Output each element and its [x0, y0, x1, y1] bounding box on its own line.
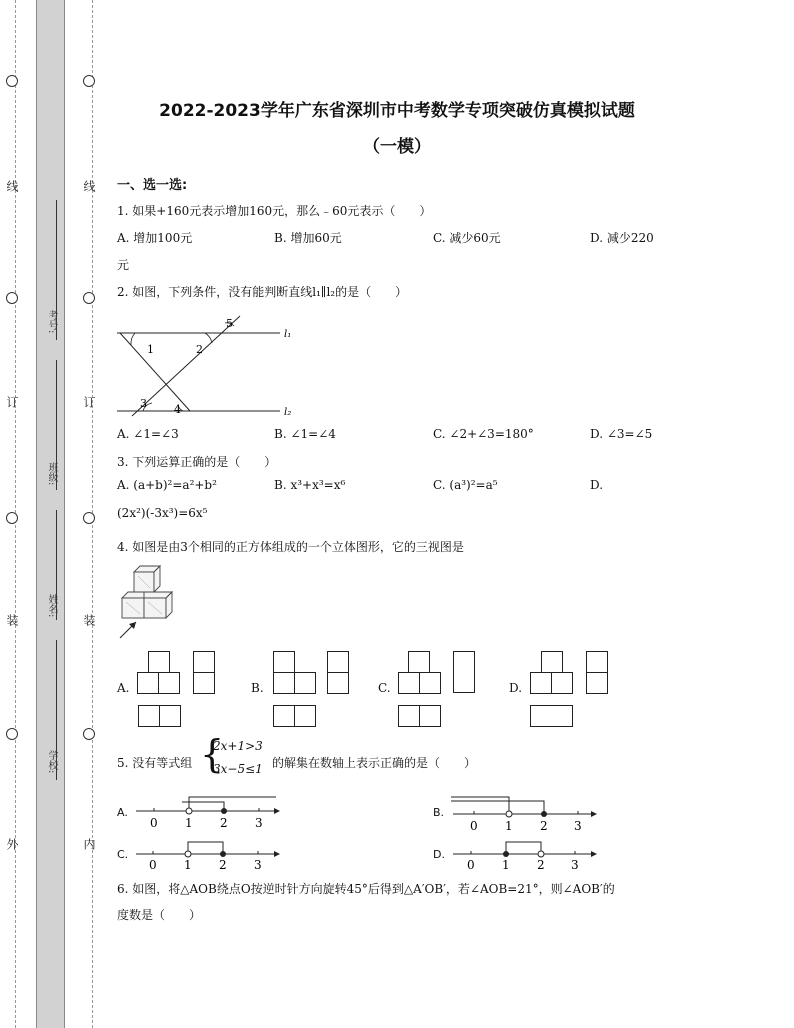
tick-label: 2: [540, 819, 548, 833]
view-square: [159, 705, 181, 727]
tick-label: 3: [255, 816, 263, 830]
field-class-line[interactable]: [56, 360, 57, 490]
field-class-label: 班级:: [46, 462, 57, 486]
q3-option-b[interactable]: B. x³+x³=x⁶: [274, 478, 346, 492]
question-6-line-1: 6. 如图，将△AOB绕点O按逆时针方向旋转45°后得到△A′OB′，若∠AOB=21°，则∠AOB′的: [117, 882, 615, 896]
view-square: [294, 672, 316, 694]
q3-option-d[interactable]: D.: [590, 478, 604, 492]
system-inequality-2: 3x−5≤1: [213, 762, 263, 776]
view-square: [586, 651, 608, 673]
question-3-stem: 3. 下列运算正确的是（ ）: [117, 455, 277, 469]
tick-label: 2: [537, 858, 545, 872]
system-brace: {: [200, 732, 225, 776]
view-square: [530, 672, 552, 694]
tick-label: 3: [574, 819, 582, 833]
line-label-l1: l₁: [284, 329, 292, 340]
angle-label: 5: [226, 317, 233, 330]
binding-label-inner: 内: [82, 838, 96, 850]
binding-label-outer: 订: [5, 396, 19, 408]
binding-label-outer: 外: [5, 838, 19, 850]
angle-label: 1: [147, 343, 154, 356]
field-school-label: 学校:: [46, 750, 57, 774]
q1-option-c[interactable]: C. 减少60元: [433, 231, 501, 245]
binding-hole-circle: [6, 292, 18, 304]
field-school-line[interactable]: [56, 640, 57, 780]
field-exam-number-label: 考号:: [46, 310, 57, 334]
field-exam-number-line[interactable]: [56, 200, 57, 340]
angle-label: 3: [140, 397, 147, 410]
q5-option-c[interactable]: C.: [117, 848, 129, 861]
question-4-stem: 4. 如图是由3个相同的正方体组成的一个立体图形，它的三视图是: [117, 540, 464, 554]
question-6-line-2: 度数是（ ）: [117, 908, 202, 922]
view-rectangle: [453, 651, 475, 693]
view-square: [138, 705, 160, 727]
q1-option-d[interactable]: D. 减少220: [590, 231, 654, 245]
q5-option-a[interactable]: A.: [117, 806, 128, 819]
view-square: [273, 651, 295, 673]
question-2-stem: 2. 如图，下列条件，没有能判断直线l₁∥l₂的是（ ）: [117, 285, 408, 299]
binding-hole-circle: [83, 75, 95, 87]
view-square: [586, 672, 608, 694]
tick-label: 3: [254, 858, 262, 872]
q2-option-d[interactable]: D. ∠3=∠5: [590, 427, 653, 441]
q2-option-a[interactable]: A. ∠1=∠3: [117, 427, 179, 441]
binding-hole-circle: [83, 728, 95, 740]
q3-option-a[interactable]: A. (a+b)²=a²+b²: [117, 478, 217, 492]
page-subtitle: （一模）: [363, 137, 431, 157]
tick-label: 0: [149, 858, 157, 872]
view-square: [419, 672, 441, 694]
system-inequality-1: 2x+1>3: [213, 739, 263, 753]
binding-hole-circle: [6, 728, 18, 740]
q4-option-d[interactable]: D.: [509, 681, 523, 695]
question-5-stem-pre: 5. 没有等式组: [117, 756, 193, 770]
binding-hole-circle: [83, 292, 95, 304]
view-square: [551, 672, 573, 694]
field-name-line[interactable]: [56, 510, 57, 620]
tick-label: 0: [470, 819, 478, 833]
tick-label: 2: [220, 816, 228, 830]
view-square: [193, 651, 215, 673]
q1-option-b[interactable]: B. 增加60元: [274, 231, 342, 245]
binding-hole-circle: [83, 512, 95, 524]
view-square: [273, 705, 295, 727]
q4-option-a[interactable]: A.: [117, 681, 130, 695]
q1-option-a[interactable]: A. 增加100元: [117, 231, 193, 245]
q5-number-line-c: [130, 836, 290, 874]
view-square: [327, 672, 349, 694]
tick-label: 1: [502, 858, 510, 872]
binding-label-outer: 线: [5, 180, 19, 192]
q4-option-c[interactable]: C.: [378, 681, 391, 695]
line-label-l2: l₂: [284, 407, 292, 418]
q2-option-c[interactable]: C. ∠2+∠3=180°: [433, 427, 534, 441]
q5-option-d[interactable]: D.: [433, 848, 445, 861]
q2-parallel-lines-figure: [112, 312, 302, 422]
binding-hole-circle: [6, 512, 18, 524]
tick-label: 3: [571, 858, 579, 872]
tick-label: 2: [219, 858, 227, 872]
view-square: [408, 651, 430, 673]
binding-label-inner: 订: [82, 396, 96, 408]
view-square: [541, 651, 563, 673]
view-square: [193, 672, 215, 694]
view-square: [419, 705, 441, 727]
view-square: [148, 651, 170, 673]
binding-label-outer: 装: [5, 614, 19, 626]
view-square: [158, 672, 180, 694]
view-square: [398, 705, 420, 727]
q5-number-line-b: [447, 788, 607, 836]
question-5-stem-post: 的解集在数轴上表示正确的是（ ）: [272, 756, 477, 770]
tick-label: 1: [185, 816, 193, 830]
q5-option-b[interactable]: B.: [433, 806, 445, 819]
view-square: [327, 651, 349, 673]
q5-number-line-d: [447, 836, 607, 874]
q3-option-d-wrap: (2x²)(-3x³)=6x⁵: [117, 506, 208, 520]
q2-option-b[interactable]: B. ∠1=∠4: [274, 427, 336, 441]
tick-label: 0: [150, 816, 158, 830]
tick-label: 1: [505, 819, 513, 833]
angle-label: 2: [196, 343, 203, 356]
q4-cube-solid-figure: [116, 562, 180, 642]
view-square: [137, 672, 159, 694]
view-square: [294, 705, 316, 727]
tick-label: 1: [184, 858, 192, 872]
q5-number-line-a: [130, 788, 290, 836]
binding-label-inner: 装: [82, 614, 96, 626]
view-rectangle: [530, 705, 573, 727]
view-square: [273, 672, 295, 694]
binding-label-inner: 线: [82, 180, 96, 192]
section-heading: 一、选一选:: [117, 178, 188, 193]
q4-option-b[interactable]: B.: [251, 681, 264, 695]
q1-option-d-wrap: 元: [117, 258, 130, 272]
q3-option-c[interactable]: C. (a³)²=a⁵: [433, 478, 498, 492]
field-name-label: 姓名:: [46, 594, 57, 618]
tick-label: 0: [467, 858, 475, 872]
question-1-stem: 1. 如果+160元表示增加160元，那么﹣60元表示（ ）: [117, 204, 432, 218]
angle-label: 4: [174, 403, 181, 416]
view-square: [398, 672, 420, 694]
page-title: 2022-2023学年广东省深圳市中考数学专项突破仿真模拟试题: [159, 101, 635, 121]
binding-hole-circle: [6, 75, 18, 87]
